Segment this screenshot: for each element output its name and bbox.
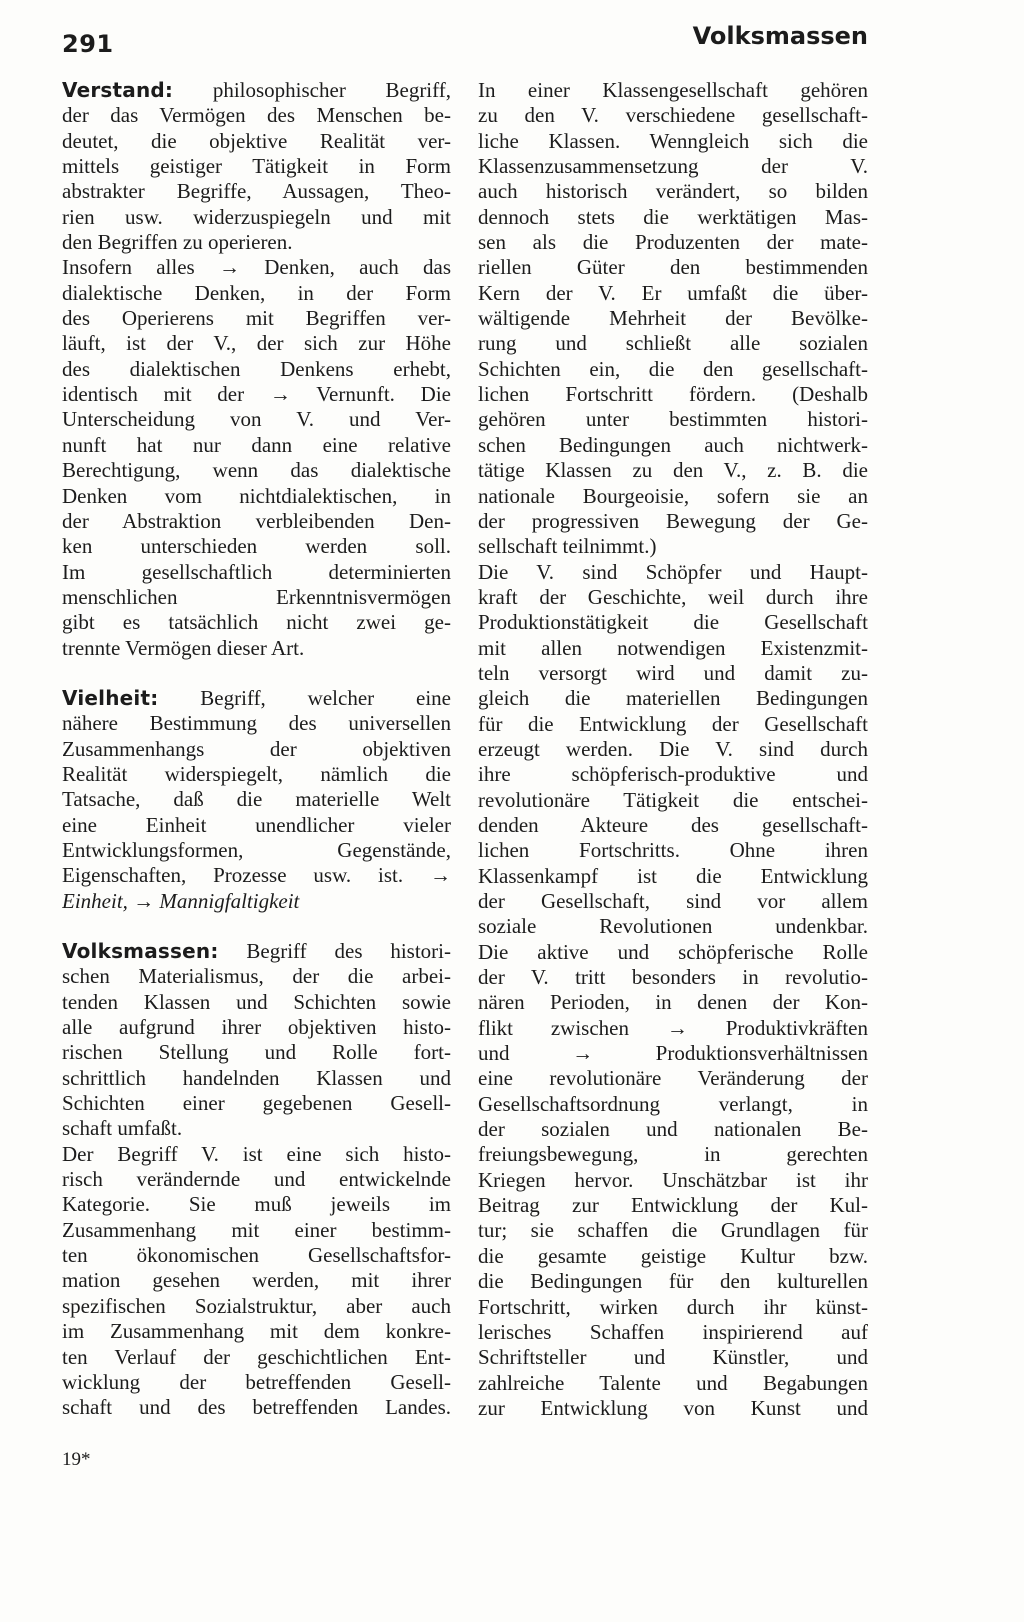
text-line: identisch mit der → Vernunft. Die: [62, 382, 451, 407]
text-line: schen Bedingungen auch nichtwerk-: [478, 432, 868, 457]
signature-mark: 19*: [62, 1449, 91, 1470]
text-line: abstrakter Begriffe, Aussagen, Theo-: [62, 179, 451, 204]
text-line: Berechtigung, wenn das dialektische: [62, 458, 451, 483]
text-line: Kategorie. Sie muß jeweils im: [62, 1192, 451, 1217]
text-line: für die Entwicklung der Gesellschaft: [478, 711, 868, 736]
text-line: In einer Klassengesellschaft gehören: [478, 78, 868, 102]
text-line: läuft, ist der V., der sich zur Höhe: [62, 331, 451, 356]
text-line: spezifischen Sozialstruktur, aber auch: [62, 1293, 451, 1318]
text-line: riellen Güter den bestimmenden: [478, 255, 868, 280]
text-line: ten Verlauf der geschichtlichen Ent-: [62, 1344, 451, 1369]
text-line: Produktionstätigkeit die Gesellschaft: [478, 610, 868, 635]
text-line: Die V. sind Schöpfer und Haupt-: [478, 559, 868, 584]
text-line: Entwicklungsformen, Gegenstände,: [62, 837, 451, 862]
text-line: im Zusammenhang mit dem konkre-: [62, 1319, 451, 1344]
text-line: Unterscheidung von V. und Ver-: [62, 407, 451, 432]
lemma-heading: Vielheit:: [62, 685, 159, 710]
text-line: kraft der Geschichte, weil durch ihre: [478, 584, 868, 609]
lemma-heading: Volksmassen:: [62, 939, 219, 963]
text-line: Schichten einer gegebenen Gesell-: [62, 1091, 451, 1116]
text-line: und → Produktionsverhältnissen: [478, 1041, 868, 1066]
text-line: mit allen notwendigen Existenzmit-: [478, 635, 868, 660]
text-line: zu den V. verschiedene gesellschaft-: [478, 103, 868, 128]
text-line: der progressiven Bewegung der Ge-: [478, 508, 868, 533]
text-line: auch historisch verändert, so bilden: [478, 179, 868, 204]
text-line: Eigenschaften, Prozesse usw. ist. →: [62, 863, 451, 888]
text-line: Kern der V. Er umfaßt die über-: [478, 280, 868, 305]
left-column: [62, 78, 451, 1421]
text-line: der das Vermögen des Menschen be-: [62, 103, 451, 128]
text-line: Im gesellschaftlich determinierten: [62, 559, 451, 584]
text-line: Beitrag zur Entwicklung der Kul-: [478, 1193, 868, 1218]
text-line: schaft und des betreffenden Landes.: [62, 1395, 451, 1420]
text-line: lichen Fortschritts. Ohne ihren: [478, 838, 868, 863]
text-line: soziale Revolutionen undenkbar.: [478, 914, 868, 939]
text-line: Tatsache, daß die materielle Welt: [62, 787, 451, 812]
text-line: ihre schöpferisch-produktive und: [478, 762, 868, 787]
text-line: liche Klassen. Wenngleich sich die: [478, 128, 868, 153]
text-line: die gesamte geistige Kultur bzw.: [478, 1243, 868, 1268]
entry-verstand: [62, 78, 451, 661]
text-line: nunft hat nur dann eine relative: [62, 432, 451, 457]
right-column: [478, 78, 868, 1421]
text-line: Klassenzusammensetzung der V.: [478, 154, 868, 179]
text-line: nationale Bourgeoisie, sofern sie an: [478, 483, 868, 508]
text-line: Klassenkampf ist die Entwicklung: [478, 863, 868, 888]
text-line: des dialektischen Denkens erhebt,: [62, 356, 451, 381]
text-line: Schichten ein, die den gesellschaft-: [478, 356, 868, 381]
text-line: Schriftsteller und Künstler, und: [478, 1345, 868, 1370]
text-line: zur Entwicklung von Kunst und: [478, 1395, 868, 1420]
text-line: nären Perioden, in denen der Kon-: [478, 990, 868, 1015]
text-line: Denken vom nichtdialektischen, in: [62, 483, 451, 508]
text-line: eine revolutionäre Veränderung der: [478, 1066, 868, 1091]
text-line: Realität widerspiegelt, nämlich die: [62, 761, 451, 786]
text-line: Volksmassen: Begriff des histori-: [62, 939, 451, 963]
text-line: rischen Stellung und Rolle fort-: [62, 1040, 451, 1065]
text-line: tenden Klassen und Schichten sowie: [62, 989, 451, 1014]
text-line: lerisches Schaffen inspirierend auf: [478, 1319, 868, 1344]
text-line: dennoch stets die werktätigen Mas-: [478, 204, 868, 229]
text-line: risch verändernde und entwickelnde: [62, 1167, 451, 1192]
running-head: Volksmassen: [692, 22, 868, 50]
text-line: Verstand: philosophischer Begriff,: [62, 78, 451, 102]
text-line: der Gesellschaft, sind vor allem: [478, 889, 868, 913]
text-line: mation gesehen werden, mit ihrer: [62, 1268, 451, 1293]
text-line: lichen Fortschritt fördern. (Deshalb: [478, 382, 868, 407]
text-line: tätige Klassen zu den V., z. B. die: [478, 458, 868, 483]
text-line: gibt es tatsächlich nicht zwei ge-: [62, 610, 451, 635]
text-line: der sozialen und nationalen Be-: [478, 1117, 868, 1142]
text-line: menschlichen Erkenntnisvermögen: [62, 584, 451, 609]
entry-vielheit: [62, 686, 451, 914]
text-line: gleich die materiellen Bedingungen: [478, 686, 868, 711]
text-line: Kriegen hervor. Unschätzbar ist ihr: [478, 1167, 868, 1192]
text-line: Zusammenhangs der objektiven: [62, 736, 451, 761]
text-line: des Operierens mit Begriffen ver-: [62, 306, 451, 331]
text-line: eine Einheit unendlicher vieler: [62, 812, 451, 837]
text-line: Gesellschaftsordnung verlangt, in: [478, 1091, 868, 1116]
entry-volksmassen: [62, 939, 451, 1421]
page-number: 291: [62, 30, 114, 58]
text-line: rien usw. widerzuspiegeln und mit: [62, 204, 451, 229]
text-line: wältigende Mehrheit der Bevölke-: [478, 306, 868, 331]
text-line: teln versorgt wird und damit zu-: [478, 660, 868, 685]
text-line: die Bedingungen für den kulturellen: [478, 1269, 868, 1294]
text-line: zahlreiche Talente und Begabungen: [478, 1370, 868, 1395]
text-line: schaft umfaßt.: [62, 1116, 183, 1141]
text-line: erzeugt werden. Die V. sind durch: [478, 736, 868, 761]
text-line: denden Akteure des gesellschaft-: [478, 812, 868, 837]
text-line: dialektische Denken, in der Form: [62, 280, 451, 305]
text-line: revolutionäre Tätigkeit die entschei-: [478, 787, 868, 812]
text-line: alle aufgrund ihrer objektiven histo-: [62, 1015, 451, 1040]
text-line: wicklung der betreffenden Gesell-: [62, 1369, 451, 1394]
text-line: schen Materialismus, der die arbei-: [62, 964, 451, 989]
text-line: tur; sie schaffen die Grundlagen für: [478, 1218, 868, 1243]
text-line: sellschaft teilnimmt.): [478, 534, 657, 559]
text-line: Zusammenhang mit einer bestimm-: [62, 1217, 451, 1242]
text-line: deutet, die objektive Realität ver-: [62, 128, 451, 153]
text-line: der Abstraktion verbleibenden Den-: [62, 508, 451, 533]
text-line: sen als die Produzenten der mate-: [478, 230, 868, 255]
text-line: freiungsbewegung, in gerechten: [478, 1142, 868, 1167]
text-line: Insofern alles → Denken, auch das: [62, 255, 451, 280]
text-line: Die aktive und schöpferische Rolle: [478, 939, 868, 964]
text-line: nähere Bestimmung des universellen: [62, 711, 451, 736]
text-line: flikt zwischen → Produktivkräften: [478, 1015, 868, 1040]
text-line: trennte Vermögen dieser Art.: [62, 635, 305, 660]
text-line: mittels geistiger Tätigkeit in Form: [62, 154, 451, 179]
cross-reference-line: Einheit, → Mannigfaltigkeit: [62, 888, 300, 913]
text-line: ken unterschieden werden soll.: [62, 534, 451, 559]
text-line: schrittlich handelnden Klassen und: [62, 1065, 451, 1090]
text-line: Der Begriff V. ist eine sich histo-: [62, 1141, 451, 1166]
text-line: der V. tritt besonders in revolutio-: [478, 965, 868, 990]
text-line: den Begriffen zu operieren.: [62, 230, 293, 255]
text-line: ten ökonomischen Gesellschaftsfor-: [62, 1243, 451, 1268]
text-line: Fortschritt, wirken durch ihr künst-: [478, 1294, 868, 1319]
text-line: rung und schließt alle sozialen: [478, 331, 868, 356]
text-line: Vielheit: Begriff, welcher eine: [62, 685, 451, 710]
text-line: gehören unter bestimmten histori-: [478, 407, 868, 432]
lemma-heading: Verstand:: [62, 78, 174, 102]
